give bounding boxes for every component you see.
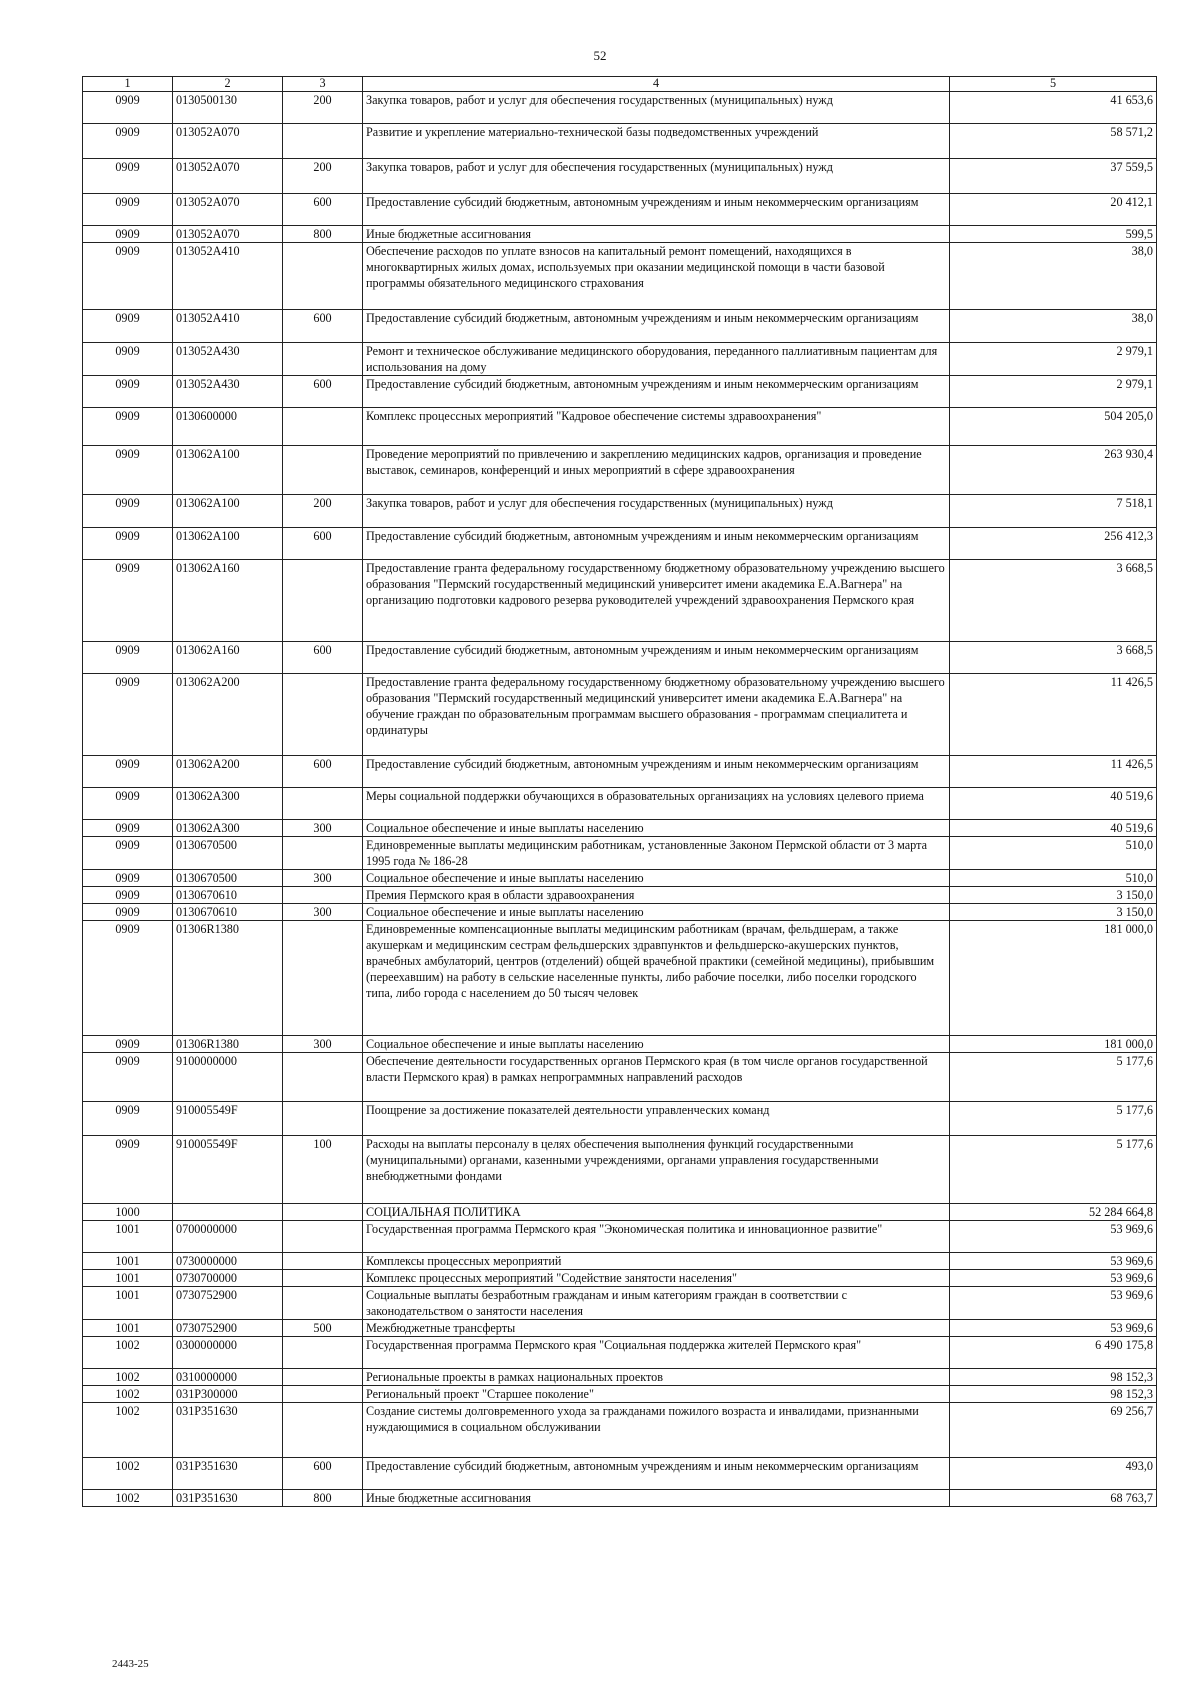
amount-cell: 53 969,6 <box>950 1270 1157 1287</box>
section-code-cell: 1001 <box>83 1270 173 1287</box>
expense-type-cell: 200 <box>283 495 363 528</box>
target-article-cell <box>173 1204 283 1221</box>
amount-cell: 2 979,1 <box>950 376 1157 408</box>
target-article-cell: 013062А300 <box>173 820 283 837</box>
amount-cell: 2 979,1 <box>950 343 1157 376</box>
table-row <box>83 124 1157 159</box>
target-article-cell: 0130670610 <box>173 887 283 904</box>
target-article-cell: 01306R1380 <box>173 921 283 1036</box>
description-cell: Единовременные выплаты медицинским работникам, установленные Законом Пермской области от 3 марта 1995 года № 186-28 <box>363 837 950 870</box>
table-row <box>83 820 1157 837</box>
expense-type-cell <box>283 1403 363 1458</box>
table-row <box>83 343 1157 376</box>
description-cell: Развитие и укрепление материально-технической базы подведомственных учреждений <box>363 124 950 159</box>
section-code-cell: 0909 <box>83 92 173 124</box>
section-code-cell: 0909 <box>83 904 173 921</box>
description-cell: СОЦИАЛЬНАЯ ПОЛИТИКА <box>363 1204 950 1221</box>
target-article-cell: 0300000000 <box>173 1337 283 1369</box>
table-row <box>83 756 1157 788</box>
document-code: 2443-25 <box>112 1658 149 1670</box>
amount-cell: 20 412,1 <box>950 194 1157 226</box>
amount-cell: 510,0 <box>950 837 1157 870</box>
section-code-cell: 0909 <box>83 446 173 495</box>
table-row <box>83 376 1157 408</box>
expense-type-cell: 600 <box>283 528 363 560</box>
expense-type-cell <box>283 921 363 1036</box>
amount-cell: 98 152,3 <box>950 1369 1157 1386</box>
expense-type-cell: 600 <box>283 642 363 674</box>
section-code-cell: 0909 <box>83 887 173 904</box>
target-article-cell: 013062А100 <box>173 446 283 495</box>
expense-type-cell: 600 <box>283 310 363 343</box>
description-cell: Социальные выплаты безработным гражданам и иным категориям граждан в соответствии с законодательством о занятости населения <box>363 1287 950 1320</box>
section-code-cell: 0909 <box>83 921 173 1036</box>
description-cell: Иные бюджетные ассигнования <box>363 1490 950 1507</box>
target-article-cell: 013062А160 <box>173 642 283 674</box>
table-row <box>83 837 1157 870</box>
description-cell: Предоставление субсидий бюджетным, автономным учреждениям и иным некоммерческим организациям <box>363 376 950 408</box>
section-code-cell: 1001 <box>83 1221 173 1253</box>
expense-type-cell <box>283 560 363 642</box>
amount-cell: 41 653,6 <box>950 92 1157 124</box>
table-row <box>83 495 1157 528</box>
expense-type-cell <box>283 1221 363 1253</box>
table-row <box>83 560 1157 642</box>
table-row <box>83 1102 1157 1136</box>
table-row <box>83 1253 1157 1270</box>
expense-type-cell <box>283 1386 363 1403</box>
amount-cell: 493,0 <box>950 1458 1157 1490</box>
amount-cell: 40 519,6 <box>950 820 1157 837</box>
target-article-cell: 031Р351630 <box>173 1458 283 1490</box>
table-row <box>83 1270 1157 1287</box>
amount-cell: 53 969,6 <box>950 1253 1157 1270</box>
target-article-cell: 0310000000 <box>173 1369 283 1386</box>
section-code-cell: 0909 <box>83 226 173 243</box>
target-article-cell: 013052А070 <box>173 159 283 194</box>
target-article-cell: 013052А070 <box>173 226 283 243</box>
table-row <box>83 904 1157 921</box>
expense-type-cell <box>283 1053 363 1102</box>
amount-cell: 38,0 <box>950 310 1157 343</box>
amount-cell: 510,0 <box>950 870 1157 887</box>
column-header: 4 <box>363 77 950 92</box>
amount-cell: 3 668,5 <box>950 560 1157 642</box>
table-row <box>83 310 1157 343</box>
description-cell: Предоставление субсидий бюджетным, автономным учреждениям и иным некоммерческим организациям <box>363 528 950 560</box>
section-code-cell: 0909 <box>83 788 173 820</box>
table-row <box>83 1490 1157 1507</box>
section-code-cell: 0909 <box>83 642 173 674</box>
amount-cell: 98 152,3 <box>950 1386 1157 1403</box>
table-row <box>83 194 1157 226</box>
amount-cell: 5 177,6 <box>950 1136 1157 1204</box>
expense-type-cell <box>283 446 363 495</box>
amount-cell: 181 000,0 <box>950 921 1157 1036</box>
table-row <box>83 921 1157 1036</box>
expense-type-cell: 800 <box>283 226 363 243</box>
expense-type-cell <box>283 788 363 820</box>
amount-cell: 6 490 175,8 <box>950 1337 1157 1369</box>
description-cell: Премия Пермского края в области здравоохранения <box>363 887 950 904</box>
section-code-cell: 0909 <box>83 376 173 408</box>
table-row <box>83 1337 1157 1369</box>
target-article-cell: 910005549F <box>173 1136 283 1204</box>
section-code-cell: 0909 <box>83 1102 173 1136</box>
description-cell: Предоставление субсидий бюджетным, автономным учреждениям и иным некоммерческим организациям <box>363 756 950 788</box>
table-row <box>83 788 1157 820</box>
budget-table <box>82 76 1157 1507</box>
section-code-cell: 0909 <box>83 408 173 446</box>
target-article-cell: 031Р351630 <box>173 1403 283 1458</box>
description-cell: Социальное обеспечение и иные выплаты населению <box>363 820 950 837</box>
expense-type-cell <box>283 343 363 376</box>
section-code-cell: 0909 <box>83 1053 173 1102</box>
amount-cell: 53 969,6 <box>950 1287 1157 1320</box>
target-article-cell: 0130500130 <box>173 92 283 124</box>
amount-cell: 52 284 664,8 <box>950 1204 1157 1221</box>
expense-type-cell: 600 <box>283 1458 363 1490</box>
description-cell: Ремонт и техническое обслуживание медицинского оборудования, переданного паллиативным пациентам для использования на дому <box>363 343 950 376</box>
column-header: 5 <box>950 77 1157 92</box>
description-cell: Социальное обеспечение и иные выплаты населению <box>363 904 950 921</box>
page-number: 52 <box>593 48 607 63</box>
description-cell: Государственная программа Пермского края "Экономическая политика и инновационное развитие" <box>363 1221 950 1253</box>
section-code-cell: 0909 <box>83 837 173 870</box>
section-code-cell: 1000 <box>83 1204 173 1221</box>
amount-cell: 3 150,0 <box>950 904 1157 921</box>
amount-cell: 5 177,6 <box>950 1102 1157 1136</box>
table-row <box>83 1136 1157 1204</box>
target-article-cell: 0700000000 <box>173 1221 283 1253</box>
target-article-cell: 031Р300000 <box>173 1386 283 1403</box>
target-article-cell: 01306R1380 <box>173 1036 283 1053</box>
section-code-cell: 0909 <box>83 159 173 194</box>
target-article-cell: 013052А430 <box>173 376 283 408</box>
description-cell: Закупка товаров, работ и услуг для обеспечения государственных (муниципальных) нужд <box>363 495 950 528</box>
target-article-cell: 013052А410 <box>173 310 283 343</box>
description-cell: Комплексы процессных мероприятий <box>363 1253 950 1270</box>
section-code-cell: 1002 <box>83 1386 173 1403</box>
description-cell: Обеспечение расходов по уплате взносов на капитальный ремонт помещений, находящихся в многоквартирных жилых домах, используемых при оказании медицинской помощи в части базовой программы обязательного медицинского страхования <box>363 243 950 310</box>
section-code-cell: 0909 <box>83 243 173 310</box>
description-cell: Предоставление субсидий бюджетным, автономным учреждениям и иным некоммерческим организациям <box>363 642 950 674</box>
amount-cell: 504 205,0 <box>950 408 1157 446</box>
description-cell: Закупка товаров, работ и услуг для обеспечения государственных (муниципальных) нужд <box>363 159 950 194</box>
expense-type-cell <box>283 1337 363 1369</box>
target-article-cell: 0130670500 <box>173 837 283 870</box>
target-article-cell: 013062А200 <box>173 756 283 788</box>
description-cell: Межбюджетные трансферты <box>363 1320 950 1337</box>
target-article-cell: 013062А100 <box>173 528 283 560</box>
description-cell: Государственная программа Пермского края "Социальная поддержка жителей Пермского края" <box>363 1337 950 1369</box>
expense-type-cell: 200 <box>283 159 363 194</box>
expense-type-cell: 800 <box>283 1490 363 1507</box>
table-row <box>83 92 1157 124</box>
description-cell: Меры социальной поддержки обучающихся в образовательных организациях на условиях целевого приема <box>363 788 950 820</box>
column-header: 3 <box>283 77 363 92</box>
target-article-cell: 013062А100 <box>173 495 283 528</box>
target-article-cell: 0130600000 <box>173 408 283 446</box>
section-code-cell: 0909 <box>83 674 173 756</box>
section-code-cell: 0909 <box>83 495 173 528</box>
amount-cell: 69 256,7 <box>950 1403 1157 1458</box>
table-row <box>83 1287 1157 1320</box>
amount-cell: 5 177,6 <box>950 1053 1157 1102</box>
description-cell: Предоставление гранта федеральному государственному бюджетному образовательному учреждению высшего образования "Пермский государственный медицинский университет имени академика Е.А.Вагнера" на обучение граждан по образовательным программам высшего образования - программам специалитета и ординатуры <box>363 674 950 756</box>
amount-cell: 7 518,1 <box>950 495 1157 528</box>
description-cell: Региональный проект "Старшее поколение" <box>363 1386 950 1403</box>
section-code-cell: 0909 <box>83 194 173 226</box>
description-cell: Закупка товаров, работ и услуг для обеспечения государственных (муниципальных) нужд <box>363 92 950 124</box>
expense-type-cell: 300 <box>283 904 363 921</box>
target-article-cell: 0730752900 <box>173 1287 283 1320</box>
description-cell: Проведение мероприятий по привлечению и закреплению медицинских кадров, организация и проведение выставок, семинаров, конференций и иных мероприятий в сфере здравоохранения <box>363 446 950 495</box>
expense-type-cell: 600 <box>283 194 363 226</box>
description-cell: Поощрение за достижение показателей деятельности управленческих команд <box>363 1102 950 1136</box>
table-row <box>83 1369 1157 1386</box>
description-cell: Обеспечение деятельности государственных органов Пермского края (в том числе органов государственной власти Пермского края) в рамках непрограммных направлений расходов <box>363 1053 950 1102</box>
table-row <box>83 243 1157 310</box>
table-row <box>83 1386 1157 1403</box>
section-code-cell: 1002 <box>83 1458 173 1490</box>
section-code-cell: 0909 <box>83 820 173 837</box>
table-row <box>83 642 1157 674</box>
target-article-cell: 013052А430 <box>173 343 283 376</box>
amount-cell: 68 763,7 <box>950 1490 1157 1507</box>
table-row <box>83 1053 1157 1102</box>
description-cell: Предоставление субсидий бюджетным, автономным учреждениям и иным некоммерческим организациям <box>363 194 950 226</box>
amount-cell: 58 571,2 <box>950 124 1157 159</box>
target-article-cell: 013062А160 <box>173 560 283 642</box>
target-article-cell: 9100000000 <box>173 1053 283 1102</box>
amount-cell: 3 150,0 <box>950 887 1157 904</box>
table-row <box>83 1204 1157 1221</box>
description-cell: Комплекс процессных мероприятий "Содействие занятости населения" <box>363 1270 950 1287</box>
expense-type-cell <box>283 408 363 446</box>
section-code-cell: 1002 <box>83 1490 173 1507</box>
amount-cell: 40 519,6 <box>950 788 1157 820</box>
description-cell: Социальное обеспечение и иные выплаты населению <box>363 870 950 887</box>
target-article-cell: 0130670500 <box>173 870 283 887</box>
table-row <box>83 1221 1157 1253</box>
description-cell: Социальное обеспечение и иные выплаты населению <box>363 1036 950 1053</box>
table-row <box>83 887 1157 904</box>
section-code-cell: 0909 <box>83 343 173 376</box>
table-row <box>83 1320 1157 1337</box>
expense-type-cell <box>283 674 363 756</box>
column-header: 1 <box>83 77 173 92</box>
expense-type-cell <box>283 1102 363 1136</box>
section-code-cell: 0909 <box>83 528 173 560</box>
expense-type-cell <box>283 837 363 870</box>
column-header: 2 <box>173 77 283 92</box>
target-article-cell: 013062А200 <box>173 674 283 756</box>
amount-cell: 38,0 <box>950 243 1157 310</box>
section-code-cell: 0909 <box>83 756 173 788</box>
amount-cell: 53 969,6 <box>950 1221 1157 1253</box>
amount-cell: 11 426,5 <box>950 756 1157 788</box>
amount-cell: 53 969,6 <box>950 1320 1157 1337</box>
table-row <box>83 528 1157 560</box>
amount-cell: 181 000,0 <box>950 1036 1157 1053</box>
description-cell: Региональные проекты в рамках национальных проектов <box>363 1369 950 1386</box>
expense-type-cell <box>283 887 363 904</box>
section-code-cell: 0909 <box>83 1036 173 1053</box>
target-article-cell: 0730700000 <box>173 1270 283 1287</box>
target-article-cell: 013052А070 <box>173 194 283 226</box>
expense-type-cell <box>283 1270 363 1287</box>
table-row <box>83 674 1157 756</box>
description-cell: Предоставление субсидий бюджетным, автономным учреждениям и иным некоммерческим организациям <box>363 310 950 343</box>
table-row <box>83 446 1157 495</box>
expense-type-cell: 300 <box>283 820 363 837</box>
expense-type-cell <box>283 1287 363 1320</box>
target-article-cell: 013052А070 <box>173 124 283 159</box>
section-code-cell: 0909 <box>83 870 173 887</box>
section-code-cell: 1001 <box>83 1287 173 1320</box>
target-article-cell: 910005549F <box>173 1102 283 1136</box>
target-article-cell: 0130670610 <box>173 904 283 921</box>
expense-type-cell: 500 <box>283 1320 363 1337</box>
section-code-cell: 1002 <box>83 1337 173 1369</box>
section-code-cell: 0909 <box>83 124 173 159</box>
table-row <box>83 408 1157 446</box>
description-cell: Предоставление гранта федеральному государственному бюджетному образовательному учреждению высшего образования "Пермский государственный медицинский университет имени академика Е.А.Вагнера" на организацию подготовки кадрового резерва руководителей учреждений здравоохранения Пермского края <box>363 560 950 642</box>
table-row <box>83 1458 1157 1490</box>
expense-type-cell: 600 <box>283 376 363 408</box>
description-cell: Создание системы долговременного ухода за гражданами пожилого возраста и инвалидами, признанными нуждающимися в социальном обслуживании <box>363 1403 950 1458</box>
expense-type-cell: 200 <box>283 92 363 124</box>
amount-cell: 263 930,4 <box>950 446 1157 495</box>
target-article-cell: 0730752900 <box>173 1320 283 1337</box>
description-cell: Расходы на выплаты персоналу в целях обеспечения выполнения функций государственными (муниципальными) органами, казенными учреждениями, органами управления государственными внебюджетными фондами <box>363 1136 950 1204</box>
table-row <box>83 226 1157 243</box>
expense-type-cell <box>283 1253 363 1270</box>
section-code-cell: 0909 <box>83 1136 173 1204</box>
section-code-cell: 1001 <box>83 1253 173 1270</box>
target-article-cell: 013062А300 <box>173 788 283 820</box>
table-body <box>83 92 1157 1507</box>
section-code-cell: 1001 <box>83 1320 173 1337</box>
description-cell: Комплекс процессных мероприятий "Кадровое обеспечение системы здравоохранения" <box>363 408 950 446</box>
section-code-cell: 1002 <box>83 1403 173 1458</box>
description-cell: Иные бюджетные ассигнования <box>363 226 950 243</box>
target-article-cell: 013052А410 <box>173 243 283 310</box>
target-article-cell: 031Р351630 <box>173 1490 283 1507</box>
amount-cell: 599,5 <box>950 226 1157 243</box>
amount-cell: 37 559,5 <box>950 159 1157 194</box>
table-header-row <box>83 77 1157 92</box>
expense-type-cell: 300 <box>283 1036 363 1053</box>
expense-type-cell <box>283 1204 363 1221</box>
table-row <box>83 870 1157 887</box>
expense-type-cell: 300 <box>283 870 363 887</box>
description-cell: Предоставление субсидий бюджетным, автономным учреждениям и иным некоммерческим организациям <box>363 1458 950 1490</box>
amount-cell: 3 668,5 <box>950 642 1157 674</box>
section-code-cell: 1002 <box>83 1369 173 1386</box>
expense-type-cell <box>283 124 363 159</box>
amount-cell: 11 426,5 <box>950 674 1157 756</box>
expense-type-cell <box>283 1369 363 1386</box>
expense-type-cell: 100 <box>283 1136 363 1204</box>
section-code-cell: 0909 <box>83 560 173 642</box>
amount-cell: 256 412,3 <box>950 528 1157 560</box>
expense-type-cell <box>283 243 363 310</box>
target-article-cell: 0730000000 <box>173 1253 283 1270</box>
table-row <box>83 1403 1157 1458</box>
expense-type-cell: 600 <box>283 756 363 788</box>
section-code-cell: 0909 <box>83 310 173 343</box>
table-row <box>83 159 1157 194</box>
table-row <box>83 1036 1157 1053</box>
description-cell: Единовременные компенсационные выплаты медицинским работникам (врачам, фельдшерам, а также акушеркам и медицинским сестрам фельдшерских здравпунктов и фельдшерско-акушерских пунктов, врачебных амбулаторий, центров (отделений) общей врачебной практики (семейной медицины), прибывшим (переехавшим) на работу в сельские населенные пункты, либо рабочие поселки, либо поселки городского типа, либо города с населением до 50 тысяч человек <box>363 921 950 1036</box>
